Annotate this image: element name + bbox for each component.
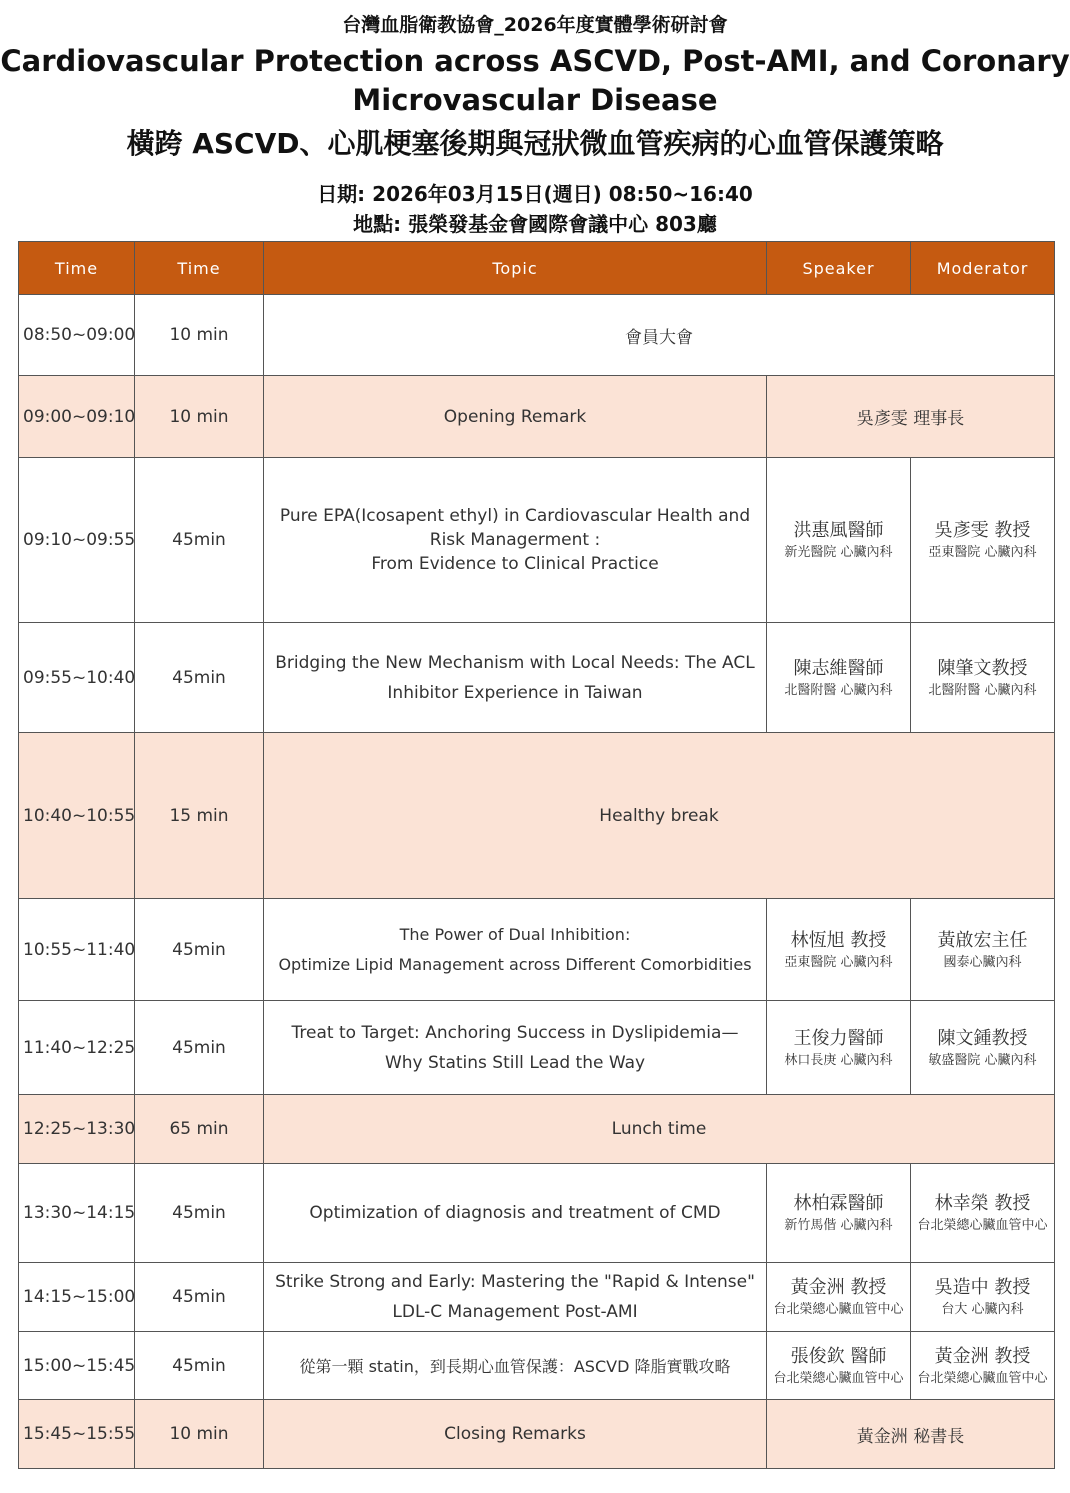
col-header-time: Time: [19, 242, 135, 295]
speaker-cell: [767, 623, 911, 733]
speaker-institution: 新竹馬偕 心臟內科: [784, 1218, 893, 1233]
col-header-speaker: Speaker: [767, 242, 911, 295]
moderator-name: 黃啟宏主任: [937, 929, 1028, 951]
moderator-institution: 國泰心臟內科: [943, 954, 1022, 970]
duration-cell: 10 min: [135, 376, 264, 458]
speaker-institution: 台北榮總心臟血管中心: [773, 1302, 904, 1317]
time-cell: 09:00~09:10: [19, 376, 135, 458]
time-cell: 10:55~11:40: [19, 899, 135, 1001]
moderator-name: 黃金洲 教授: [934, 1345, 1031, 1367]
table-row: [19, 899, 1055, 1001]
table-header-row: [19, 242, 1055, 295]
moderator-institution: 敏盛醫院 心臟內科: [928, 1052, 1037, 1068]
duration-cell: 10 min: [135, 1400, 264, 1469]
table-row: [19, 1332, 1055, 1400]
moderator-name: 吳彥雯 教授: [934, 520, 1031, 541]
duration-cell: 45min: [135, 623, 264, 733]
speaker-cell: [767, 1001, 911, 1095]
speaker-cell: [767, 1263, 911, 1332]
table-row: [19, 733, 1055, 899]
topic-line-1: The Power of Dual Inhibition:: [399, 924, 631, 944]
topic-line-1: Strike Strong and Early: Mastering the "Rapid & Intense": [275, 1272, 755, 1292]
time-cell: 08:50~09:00: [19, 295, 135, 376]
topic-cell: [264, 1263, 767, 1332]
col-header-moderator: Moderator: [911, 242, 1055, 295]
topic-cell: Optimization of diagnosis and treatment of CMD: [264, 1164, 767, 1263]
table-row: [19, 1263, 1055, 1332]
agenda-table: [18, 241, 1055, 1469]
table-row: [19, 623, 1055, 733]
speaker-institution: 新光醫院 心臟內科: [784, 545, 893, 560]
topic-cell: Healthy break: [264, 733, 1055, 899]
speaker-institution: 亞東醫院 心臟內科: [784, 954, 893, 970]
time-cell: 09:10~09:55: [19, 458, 135, 623]
event-date: 日期: 2026年03月15日(週日) 08:50~16:40: [317, 182, 753, 206]
speaker-name: 林柏霖醫師: [793, 1193, 884, 1214]
moderator-cell: [911, 623, 1055, 733]
time-cell: 09:55~10:40: [19, 623, 135, 733]
table-row: [19, 1400, 1055, 1469]
duration-cell: 15 min: [135, 733, 264, 899]
time-cell: 12:25~13:30: [19, 1095, 135, 1164]
topic-cell: 從第一顆 statin，到長期心血管保護：ASCVD 降脂實戰攻略: [264, 1332, 767, 1400]
topic-cell: [264, 458, 767, 623]
moderator-cell: [911, 1332, 1055, 1400]
speaker-cell: [767, 1164, 911, 1263]
duration-cell: 10 min: [135, 295, 264, 376]
host-cell: 黃金洲 秘書長: [767, 1400, 1055, 1469]
table-row: [19, 458, 1055, 623]
topic-cell: [264, 623, 767, 733]
moderator-institution: 台大 心臟內科: [941, 1302, 1024, 1317]
col-header-topic: Topic: [264, 242, 767, 295]
moderator-institution: 台北榮總心臟血管中心: [917, 1370, 1048, 1386]
moderator-cell: [911, 1164, 1055, 1263]
time-cell: 14:15~15:00: [19, 1263, 135, 1332]
table-row: [19, 295, 1055, 376]
moderator-institution: 北醫附醫 心臟內科: [928, 682, 1037, 698]
host-cell: 吳彥雯 理事長: [767, 376, 1055, 458]
speaker-cell: [767, 1332, 911, 1400]
english-title-line-2: Microvascular Disease: [352, 83, 718, 117]
topic-line-1: Pure EPA(Icosapent ethyl) in Cardiovascular Health and Risk Managerment :: [279, 506, 751, 550]
moderator-name: 吳造中 教授: [934, 1277, 1031, 1298]
moderator-institution: 台北榮總心臟血管中心: [917, 1218, 1048, 1233]
moderator-name: 陳肇文教授: [937, 657, 1028, 679]
english-title: [0, 42, 1070, 120]
topic-cell: Closing Remarks: [264, 1400, 767, 1469]
topic-line-2: Why Statins Still Lead the Way: [384, 1052, 646, 1073]
duration-cell: 45min: [135, 1001, 264, 1095]
moderator-cell: [911, 899, 1055, 1001]
col-header-duration: Time: [135, 242, 264, 295]
speaker-name: 王俊力醫師: [793, 1027, 884, 1049]
moderator-institution: 亞東醫院 心臟內科: [928, 545, 1037, 560]
duration-cell: 45min: [135, 1332, 264, 1400]
topic-cell: 會員大會: [264, 295, 1055, 376]
duration-cell: 65 min: [135, 1095, 264, 1164]
speaker-name: 林恆旭 教授: [790, 929, 887, 951]
topic-cell: Lunch time: [264, 1095, 1055, 1164]
duration-cell: 45min: [135, 458, 264, 623]
topic-cell: [264, 899, 767, 1001]
speaker-name: 張俊欽 醫師: [790, 1345, 887, 1367]
duration-cell: 45min: [135, 899, 264, 1001]
topic-line-2: From Evidence to Clinical Practice: [371, 554, 659, 574]
speaker-name: 陳志維醫師: [793, 657, 884, 679]
chinese-title: 橫跨 ASCVD、心肌梗塞後期與冠狀微血管疾病的心血管保護策略: [126, 127, 944, 160]
english-title-line-1: Cardiovascular Protection across ASCVD, Post-AMI, and Coronary: [0, 44, 1070, 78]
moderator-cell: [911, 1263, 1055, 1332]
speaker-name: 洪惠風醫師: [793, 520, 884, 541]
topic-line-1: Treat to Target: Anchoring Success in Dyslipidemia—: [291, 1022, 739, 1043]
topic-line-1: Bridging the New Mechanism with Local Needs: The ACL: [275, 652, 755, 673]
time-cell: 15:45~15:55: [19, 1400, 135, 1469]
topic-line-2: LDL-C Management Post-AMI: [392, 1302, 638, 1322]
speaker-institution: 林口長庚 心臟內科: [784, 1052, 893, 1068]
speaker-institution: 台北榮總心臟血管中心: [773, 1370, 904, 1386]
time-cell: 15:00~15:45: [19, 1332, 135, 1400]
time-cell: 13:30~14:15: [19, 1164, 135, 1263]
moderator-name: 陳文鍾教授: [937, 1027, 1028, 1049]
duration-cell: 45min: [135, 1263, 264, 1332]
speaker-institution: 北醫附醫 心臟內科: [784, 682, 893, 698]
topic-cell: [264, 1001, 767, 1095]
time-cell: 10:40~10:55: [19, 733, 135, 899]
event-venue: 地點: 張榮發基金會國際會議中心 803廳: [353, 212, 717, 236]
speaker-cell: [767, 458, 911, 623]
topic-cell: Opening Remark: [264, 376, 767, 458]
table-row: [19, 1164, 1055, 1263]
speaker-name: 黃金洲 教授: [790, 1277, 887, 1298]
moderator-name: 林幸榮 教授: [934, 1193, 1031, 1214]
table-row: [19, 376, 1055, 458]
duration-cell: 45min: [135, 1164, 264, 1263]
organization-title: 台灣血脂衛教協會_2026年度實體學術研討會: [342, 14, 728, 36]
table-row: [19, 1095, 1055, 1164]
moderator-cell: [911, 1001, 1055, 1095]
topic-line-2: Optimize Lipid Management across Different Comorbidities: [278, 954, 752, 974]
time-cell: 11:40~12:25: [19, 1001, 135, 1095]
speaker-cell: [767, 899, 911, 1001]
topic-line-2: Inhibitor Experience in Taiwan: [387, 682, 643, 703]
table-row: [19, 1001, 1055, 1095]
moderator-cell: [911, 458, 1055, 623]
